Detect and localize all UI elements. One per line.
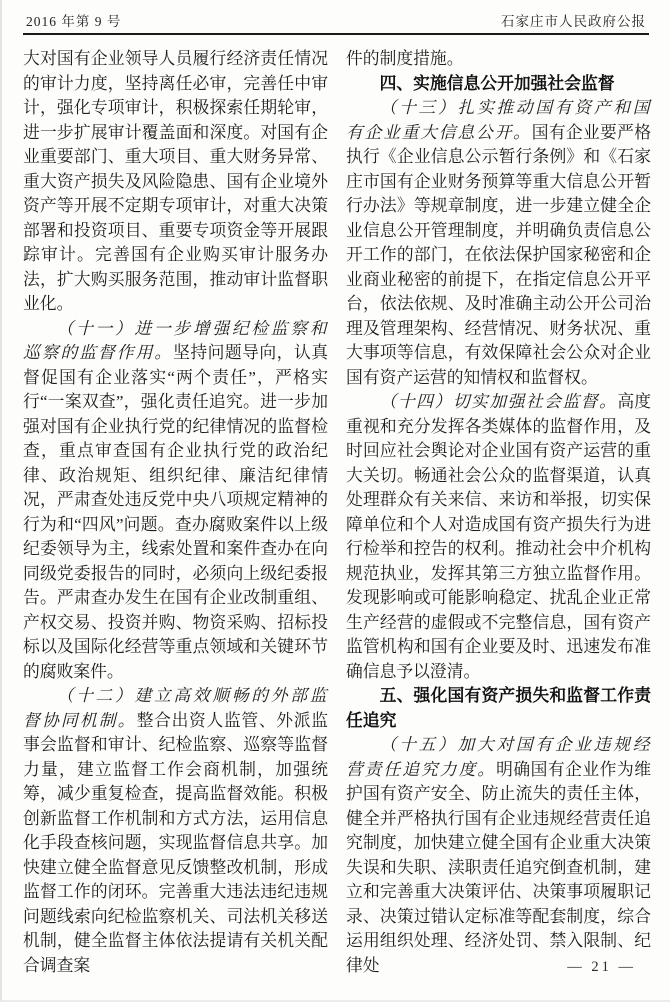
running-head [26,10,646,30]
publication-title: 石家庄市人民政府公报 [501,14,646,29]
para-lead: （十五）加大对国有企业违规经营责任追究力度。 [346,735,651,779]
para-body: 坚持问题导向，认真督促国有企业落实“两个责任”，严格实行“一案双查”，强化责任追究。进一步加强对国有企业执行党的纪律情况的监督检查，重点审查国有企业执行党的政治纪律、政治规矩、组织纪律、廉洁纪律情况，严肃查处违反党中央八项规定精神的行为和“四风”问题。查办腐败案件以上级纪委领导为主，线索处置和案件查办在向同级党委报告的同时，必须向上级纪委报告。严肃查办发生在国有企业改制重组、产权交易、投资并购、物资采购、招标投标以及国际化经营等重点领域和关键环节的腐败案件。 [23,343,328,681]
issue-label: 2016 年第 9 号 [26,14,122,29]
paragraph-item-12 [23,684,328,978]
para-body: 高度重视和充分发挥各类媒体的监督作用，及时回应社会舆论对企业国有资产运营的重大关切。畅通社会公众的监督渠道，认真处理群众有关来信、来访和举报，切实保障单位和个人对造成国有资产损失行为进行检举和控告的权利。推动社会中介机构规范执业，发挥其第三方独立监督作用。发现影响或可能影响稳定、扰乱企业正常生产经营的虚假或不完整信息，国有资产监管机构和国有企业要及时、迅速发布准确信息予以澄清。 [346,392,651,681]
right-column [346,47,651,978]
header-rule [23,33,649,35]
paragraph-audit-continuation [23,47,328,317]
para-lead: （十一）进一步增强纪检监察和巡察的监督作用。 [23,318,328,362]
paragraph-item-11 [23,317,328,685]
para-lead: （十三）扎实推动国有资产和国有企业重大信息公开。 [346,98,651,142]
para-body: 国有企业要严格执行《企业信息公示暂行条例》和《石家庄市国有企业财务预算等重大信息公开暂行办法》等规章制度，进一步建立健全企业信息公开管理制度，并明确负责信息公开工作的部门，在依法保护国家秘密和企业商业秘密的前提下，在指定信息公开平台，依法依规、及时准确主动公开公司治理及管理架构、经营情况、财务状况、重大事项等信息，有效保障社会公众对企业国有资产运营的知情权和监督权。 [346,122,651,387]
para-lead: （十四）切实加强社会监督。 [379,392,618,411]
page-body [23,47,651,978]
left-column [23,47,328,978]
section-heading-5: 五、强化国有资产损失和监督工作责任追究 [346,686,651,730]
para-body: 大对国有企业领导人员履行经济责任情况的审计力度，坚持离任必审，完善任中审计，强化专项审计，积极探索任期轮审，进一步扩展审计覆盖面和深度。对国有企业重要部门、重大项目、重大财务异常、重大资产损失及风险隐患、国有企业境外资产等开展不定期专项审计，对重大决策部署和投资项目、重要专项资金等开展跟踪审计。完善国有企业购买审计服务办法，扩大购买服务范围，推动审计监督职业化。 [23,49,328,313]
para-body: 件的制度措施。 [346,49,464,68]
paragraph-item-12-continuation [346,47,651,72]
para-lead: （十二）建立高效顺畅的外部监督协同机制。 [23,686,328,730]
paragraph-item-15 [346,733,651,978]
para-body: 整合出资人监管、外派监事会监督和审计、纪检监察、巡察等监督力量，建立监督工作会商机制，加强统筹，减少重复检查，提高监督效能。积极创新监督工作机制和方式方法，运用信息化手段查核问题，实现监督信息共享。加快建立健全监督意见反馈整改机制，形成监督工作的闭环。完善重大违法违纪违规问题线索向纪检监察机关、司法机关移送机制，健全监督主体依法提请有关机关配合调查案 [23,710,328,975]
para-body: 明确国有企业作为维护国有资产安全、防止流失的责任主体，健全并严格执行国有企业违规经营责任追究制度，加快建立健全国有企业重大决策失误和失职、渎职责任追究倒查机制，建立和完善重大决策评估、决策事项履职记录、决策过错认定标准等配套制度，综合运用组织处理、经济处罚、禁入限制、纪律处 [346,759,651,975]
paragraph-item-13 [346,96,651,390]
paragraph-item-14 [346,390,651,684]
page-number: — 21 — [567,959,636,975]
section-heading-4: 四、实施信息公开加强社会监督 [379,73,615,93]
